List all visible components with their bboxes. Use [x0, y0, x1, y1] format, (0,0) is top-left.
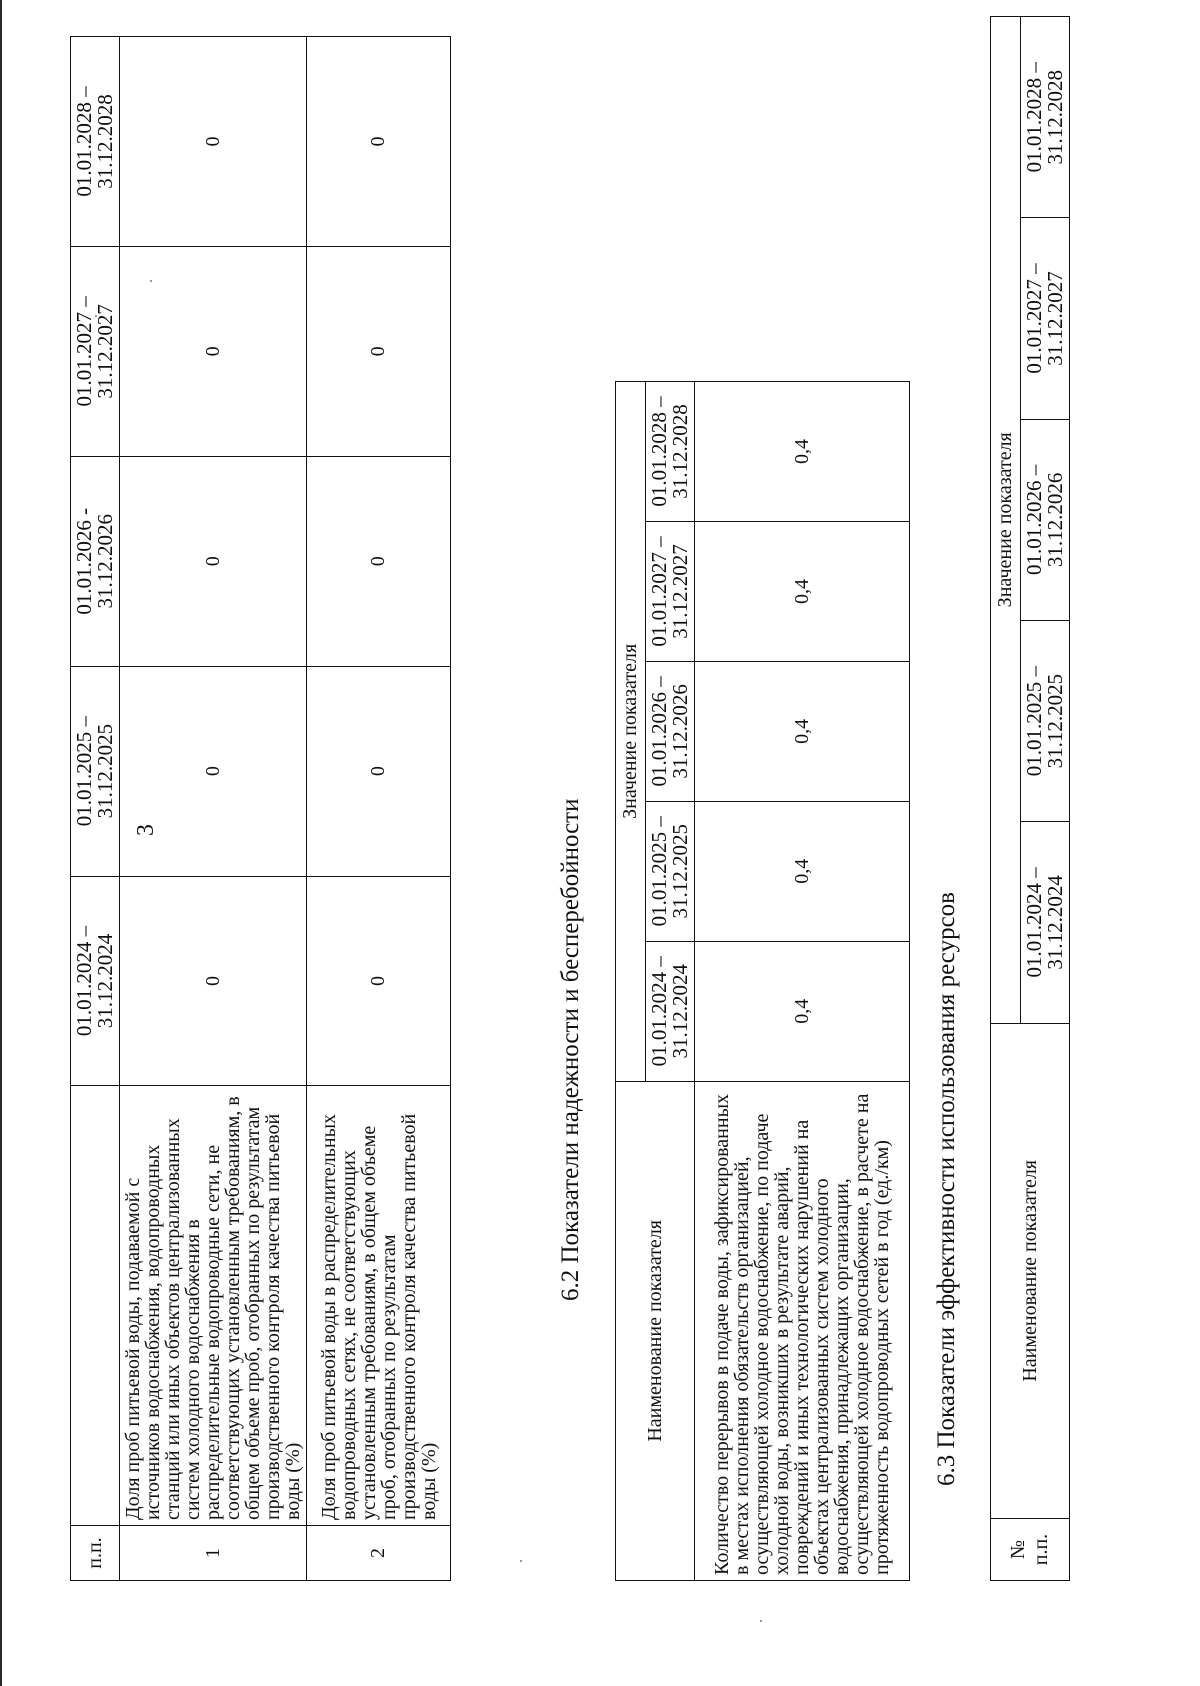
row-value: 0: [307, 456, 451, 666]
row-value: 0: [120, 666, 307, 876]
row-num: 2: [307, 1526, 451, 1581]
header-period-2028: 01.01.2028 – 31.12.2028: [1021, 17, 1070, 218]
row-value: 0: [307, 876, 451, 1086]
header-period-2026: 01.01.2026 – 31.12.2026: [646, 661, 695, 801]
header-period-2025: 01.01.2025 – 31.12.2025: [71, 666, 120, 876]
table-row: [695, 382, 910, 1581]
header-indicator-name: Наименование показателя: [991, 1023, 1070, 1519]
row-indicator-name: Доля проб питьевой воды в распределительных водопроводных сетях, не соответствующих установленным требованиям, в общем объеме проб, отобранных по результатам производственного контроля качества питьевой воды (%): [307, 1086, 451, 1526]
header-period-2026: 01.01.2026 – 31.12.2026: [1021, 419, 1070, 620]
row-value: 0: [120, 876, 307, 1086]
row-indicator-name: Доля проб питьевой воды, подаваемой с источников водоснабжения, водопроводных станций или иных объектов централизованных систем холодного водоснабжения в распределительные водопроводные сети, не соответствующих установленным требованиям, в общем объеме проб, отобранных по результатам производственного контроля качества питьевой воды (%): [120, 1086, 307, 1526]
header-period-2024: 01.01.2024 – 31.12.2024: [71, 876, 120, 1086]
row-value: 0: [307, 37, 451, 247]
row-value: 0,4: [695, 382, 910, 522]
water-quality-table: [70, 36, 451, 1581]
reliability-table: [615, 381, 910, 1581]
header-indicator-value: Значение показателя: [616, 382, 646, 1082]
header-empty: [71, 1086, 120, 1526]
header-period-2027: 01.01.2027 – 31.12.2027: [1021, 218, 1070, 419]
row-num: 1: [120, 1526, 307, 1581]
header-period-2024: 01.01.2024 – 31.12.2024: [1021, 822, 1070, 1023]
table-header-row: [991, 17, 1021, 1581]
header-period-2027: 01.01.2027 – 31.12.2027: [71, 246, 120, 456]
header-period-2028: 01.01.2028 – 31.12.2028: [71, 37, 120, 247]
row-value: 0,4: [695, 801, 910, 941]
page-number: 3: [133, 824, 159, 836]
row-value: 0,4: [695, 521, 910, 661]
row-value: 0,4: [695, 661, 910, 801]
table-row: [307, 37, 451, 1581]
header-period-2026: 01.01.2026 - 31.12.2026: [71, 456, 120, 666]
header-num: п.п.: [71, 1526, 120, 1581]
header-period-2025: 01.01.2025 – 31.12.2025: [1021, 620, 1070, 821]
row-value: 0: [307, 246, 451, 456]
header-period-2024: 01.01.2024 – 31.12.2024: [646, 941, 695, 1081]
row-value: 0: [307, 666, 451, 876]
row-value: 0: [120, 456, 307, 666]
row-value: 0: [120, 37, 307, 247]
header-period-2028: 01.01.2028 – 31.12.2028: [646, 382, 695, 522]
section-title-reliability: 6.2 Показатели надежности и бесперебойности: [557, 798, 584, 1301]
header-period-2025: 01.01.2025 – 31.12.2025: [646, 801, 695, 941]
efficiency-table: [990, 16, 1070, 1581]
table-header-row: [71, 37, 120, 1581]
header-indicator-name: Наименование показателя: [616, 1081, 695, 1580]
row-value: 0: [120, 246, 307, 456]
header-num: № п.п.: [991, 1519, 1070, 1581]
table-header-row: [616, 382, 646, 1581]
header-period-2027: 01.01.2027 – 31.12.2027: [646, 521, 695, 661]
table-row: [120, 37, 307, 1581]
row-indicator-name: Количество перерывов в подаче воды, зафиксированных в местах исполнения обязательств организацией, осуществляющей холодное водоснабжение, по подаче холодной воды, возникших в результате аварий, повреждений и иных технологических нарушений на объектах централизованных систем холодного водоснабжения, принадлежащих организации, осуществляющей холодное водоснабжение, в расчете на протяженность водопроводных сетей в год (ед./км): [695, 1081, 910, 1580]
row-value: 0,4: [695, 941, 910, 1081]
header-indicator-value: Значение показателя: [991, 17, 1021, 1024]
section-title-efficiency: 6.3 Показатели эффективности использования ресурсов: [933, 892, 960, 1486]
